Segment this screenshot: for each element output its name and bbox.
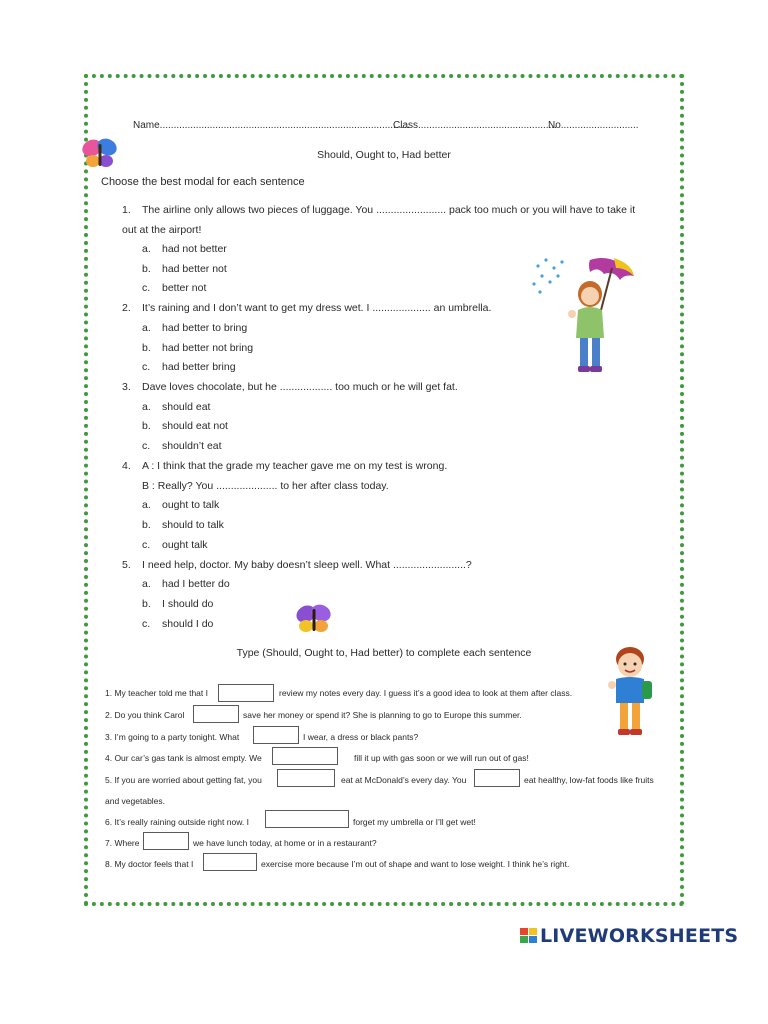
option-letter: a. xyxy=(142,401,151,413)
sentence-5-part-c: eat healthy, low-fat foods like fruits xyxy=(524,775,654,785)
option-text: had better to bring xyxy=(162,322,248,334)
option-letter: c. xyxy=(142,618,151,630)
question-number: 1. xyxy=(122,204,131,216)
sentence-7-part-b: we have lunch today, at home or in a restaurant? xyxy=(193,838,377,848)
option-letter: a. xyxy=(142,243,151,255)
option-text: had better not xyxy=(162,263,227,275)
option-item[interactable] xyxy=(142,361,342,375)
class-field-label: Class.................................................. xyxy=(393,120,557,131)
sentence-8-part-a: 8. My doctor feels that I xyxy=(105,859,194,869)
boy-illustration xyxy=(608,645,656,739)
butterfly-icon xyxy=(294,601,334,637)
option-item[interactable] xyxy=(142,499,342,513)
option-text: ought to talk xyxy=(162,499,220,511)
option-text: I should do xyxy=(162,598,214,610)
question-number: 2. xyxy=(122,302,131,314)
question-text-continued: out at the airport! xyxy=(122,224,202,236)
option-item[interactable] xyxy=(142,282,342,296)
sentence-5-part-d: and vegetables. xyxy=(105,796,166,806)
option-text: should eat not xyxy=(162,420,228,432)
option-text: should I do xyxy=(162,618,214,630)
liveworksheets-logo-icon xyxy=(520,928,538,944)
option-item[interactable] xyxy=(142,578,342,592)
option-item[interactable] xyxy=(142,420,342,434)
option-text: better not xyxy=(162,282,207,294)
option-letter: c. xyxy=(142,361,151,373)
sentence-6-part-b: forget my umbrella or I’ll get wet! xyxy=(353,817,476,827)
question-text: A : I think that the grade my teacher gave me on my test is wrong. xyxy=(142,460,448,472)
worksheet-title: Should, Ought to, Had better xyxy=(317,149,451,161)
question-number: 4. xyxy=(122,460,131,472)
answer-input-6[interactable] xyxy=(265,810,349,828)
liveworksheets-brand[interactable]: LIVEWORKSHEETS xyxy=(540,925,739,947)
section1-instruction: Choose the best modal for each sentence xyxy=(101,176,305,188)
sentence-1-part-b: review my notes every day. I guess it’s a good idea to look at them after class. xyxy=(279,688,573,698)
option-item[interactable] xyxy=(142,440,342,454)
question-3 xyxy=(122,381,522,395)
sentence-1-part-a: 1. My teacher told me that I xyxy=(105,688,208,698)
option-letter: b. xyxy=(142,263,151,275)
question-5 xyxy=(122,559,522,573)
answer-input-7[interactable] xyxy=(143,832,189,850)
sentence-3-part-b: I wear, a dress or black pants? xyxy=(303,732,419,742)
option-letter: b. xyxy=(142,342,151,354)
sentence-8-part-b: exercise more because I’m out of shape and want to lose weight. I think he’s right. xyxy=(261,859,570,869)
answer-input-5a[interactable] xyxy=(277,769,335,787)
section2-instruction: Type (Should, Ought to, Had better) to complete each sentence xyxy=(236,647,532,659)
option-letter: b. xyxy=(142,420,151,432)
option-letter: c. xyxy=(142,539,151,551)
option-text: had I better do xyxy=(162,578,230,590)
option-item[interactable] xyxy=(142,263,342,277)
option-letter: a. xyxy=(142,322,151,334)
question-text: The airline only allows two pieces of luggage. You ........................ pack too much or you will have to take it xyxy=(142,204,636,216)
answer-input-4[interactable] xyxy=(272,747,338,765)
question-2 xyxy=(122,302,522,316)
option-item[interactable] xyxy=(142,322,342,336)
option-item[interactable] xyxy=(142,519,342,533)
option-letter: c. xyxy=(142,440,151,452)
option-letter: b. xyxy=(142,598,151,610)
question-text: I need help, doctor. My baby doesn’t sleep well. What .........................? xyxy=(142,559,472,571)
option-text: had better not bring xyxy=(162,342,254,354)
option-letter: a. xyxy=(142,578,151,590)
option-letter: a. xyxy=(142,499,151,511)
question-text: Dave loves chocolate, but he .................. too much or he will get fat. xyxy=(142,381,458,393)
option-item[interactable] xyxy=(142,342,342,356)
question-text-continued: B : Really? You ..................... to her after class today. xyxy=(142,480,389,492)
option-text: had not better xyxy=(162,243,227,255)
question-number: 5. xyxy=(122,559,131,571)
question-1 xyxy=(122,204,662,218)
sentence-5-part-a: 5. If you are worried about getting fat, you xyxy=(105,775,262,785)
option-item[interactable] xyxy=(142,539,342,553)
sentence-6-part-a: 6. It’s really raining outside right now. I xyxy=(105,817,249,827)
sentence-4-part-a: 4. Our car’s gas tank is almost empty. We xyxy=(105,753,262,763)
answer-input-5b[interactable] xyxy=(474,769,520,787)
name-field-label: Name.......................................................................................... xyxy=(133,120,410,131)
question-number: 3. xyxy=(122,381,131,393)
option-text: shouldn’t eat xyxy=(162,440,222,452)
answer-input-2[interactable] xyxy=(193,705,239,723)
option-letter: c. xyxy=(142,282,151,294)
girl-umbrella-illustration xyxy=(528,254,640,378)
sentence-5-part-b: eat at McDonald’s every day. You xyxy=(341,775,467,785)
option-text: should to talk xyxy=(162,519,224,531)
answer-input-1[interactable] xyxy=(218,684,274,702)
sentence-4-part-b: fill it up with gas soon or we will run out of gas! xyxy=(354,753,529,763)
option-text: ought talk xyxy=(162,539,208,551)
option-text: had better bring xyxy=(162,361,236,373)
answer-input-8[interactable] xyxy=(203,853,257,871)
sentence-2-part-a: 2. Do you think Carol xyxy=(105,710,185,720)
answer-input-3[interactable] xyxy=(253,726,299,744)
option-item[interactable] xyxy=(142,401,342,415)
sentence-7-part-a: 7. Where xyxy=(105,838,140,848)
option-letter: b. xyxy=(142,519,151,531)
question-text: It’s raining and I don’t want to get my dress wet. I .................... an umbrella. xyxy=(142,302,492,314)
sentence-2-part-b: save her money or spend it? She is planning to go to Europe this summer. xyxy=(243,710,522,720)
sentence-3-part-a: 3. I’m going to a party tonight. What xyxy=(105,732,240,742)
number-field-label: No............................ xyxy=(548,120,639,131)
option-item[interactable] xyxy=(142,243,342,257)
question-4 xyxy=(122,460,522,474)
option-text: should eat xyxy=(162,401,211,413)
